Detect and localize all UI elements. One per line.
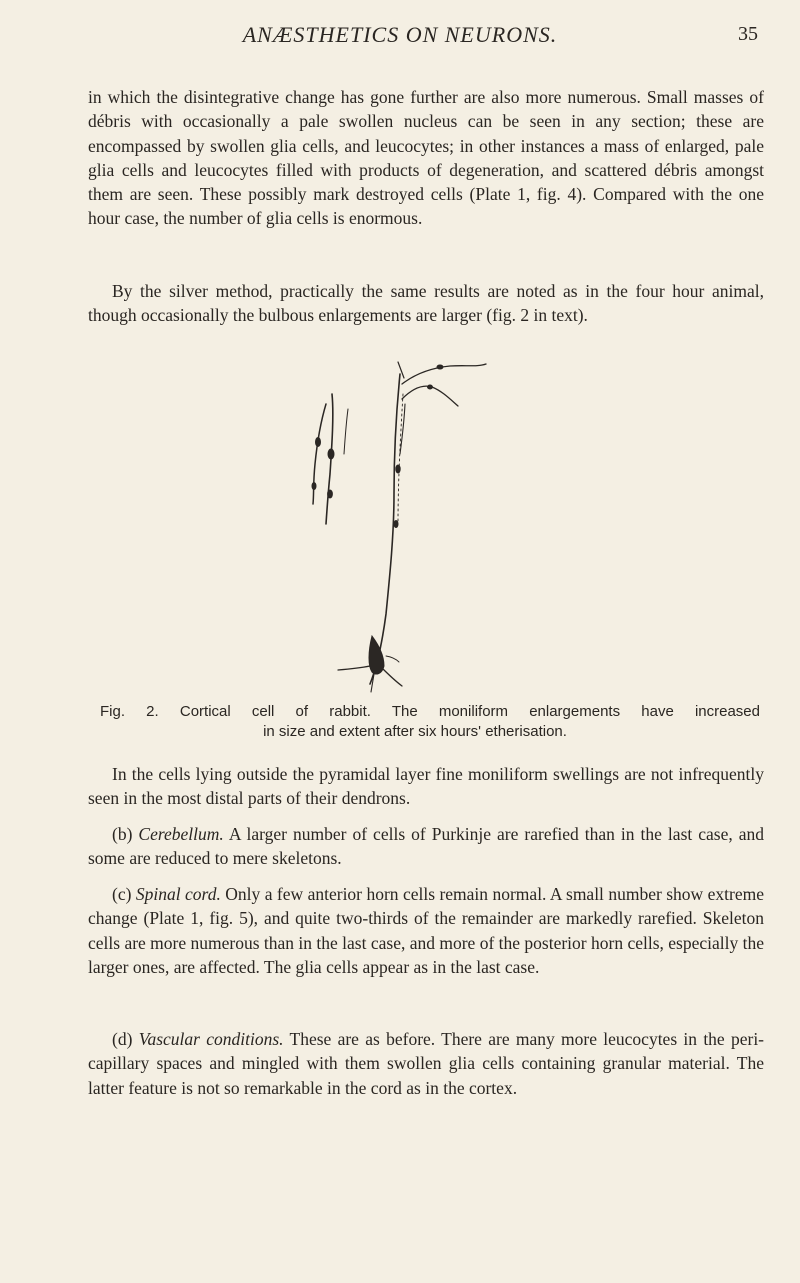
section-heading-vascular: Vascular conditions.: [138, 1029, 284, 1049]
bead-5: [316, 438, 321, 447]
main-dendron: [370, 374, 400, 684]
top-tick: [398, 362, 404, 378]
main-dendron-shadow: [398, 394, 403, 524]
figure-caption: [100, 702, 760, 742]
paragraph-2: By the silver method, practically the same results are noted as in the four hour animal, though occasionally the bulbous enlargements are larger (fig. 2 in text).: [88, 281, 764, 326]
caption-line-2: in size and extent after six hours' etherisation.: [263, 723, 567, 740]
section-marker-b: (b): [112, 824, 133, 844]
bead-2: [394, 521, 398, 528]
paragraph-1: in which the disintegrative change has gone further are also more numerous. Small masses of débris with occasionally a pale swollen nucleus can be seen in any section; these are encompassed by swollen glia cells, and leucocytes; in other instances a mass of enlarged, pale glia cells and leucocytes filled with products of degeneration, and scattered débris amongst them are seen. These possibly mark destroyed cells (Plate 1, fig. 4). Compared with the one hour case, the number of glia cells is enormous.: [88, 87, 764, 229]
cortical-cell-drawing: [290, 354, 550, 694]
page-number: 35: [738, 23, 758, 45]
bead-3: [437, 365, 443, 369]
section-heading-spinal-cord: Spinal cord.: [135, 884, 221, 904]
section-text-cerebellum: A larger number of cells of Purkinje are rarefied than in the last case, and some are reduced to mere skeletons.: [88, 824, 765, 869]
bead-6: [328, 449, 334, 459]
paragraph-spinal-cord: [88, 882, 764, 979]
bead-7: [328, 490, 333, 498]
figure-cortical-cell: [290, 354, 550, 694]
bead-4: [428, 385, 433, 389]
paragraph-cerebellum: [88, 822, 764, 871]
running-title: ANÆSTHETICS ON NEURONS.: [242, 22, 558, 47]
left-dendron-3: [344, 409, 348, 454]
page-header: [0, 22, 800, 62]
right-branch-1: [402, 364, 486, 384]
paragraph-3: In the cells lying outside the pyramidal layer fine moniliform swellings are not infrequently seen in the most distal parts of their dendrons.: [88, 764, 764, 809]
caption-line-1: Fig. 2. Cortical cell of rabbit. The moniliform enlargements have increased: [100, 703, 760, 720]
section-marker-c: (c): [112, 884, 132, 904]
basal-dendron-right: [382, 668, 402, 686]
section-text-vascular: These are as before. There are many more leucocytes in the peri-capillary spaces and mingled with them swollen glia cells containing granular material. The latter feature is not so remarkable in the cord as in the cortex.: [88, 1029, 765, 1098]
section-text-spinal-cord: Only a few anterior horn cells remain normal. A small number show extreme change (Plate 1, fig. 5), and quite two-thirds of the remainder are markedly rarefied. Skeleton cells are more numerous than in the last case, and more of the posterior horn cells, especially the larger ones, are affected. The glia cells appear as in the last case.: [88, 884, 764, 977]
section-marker-d: (d): [112, 1029, 133, 1049]
side-spur: [386, 656, 399, 662]
section-heading-cerebellum: Cerebellum.: [138, 824, 224, 844]
basal-dendron-left: [338, 666, 370, 670]
paragraph-vascular: [88, 1027, 764, 1100]
bead-8: [312, 483, 316, 490]
bead-1: [396, 465, 400, 473]
